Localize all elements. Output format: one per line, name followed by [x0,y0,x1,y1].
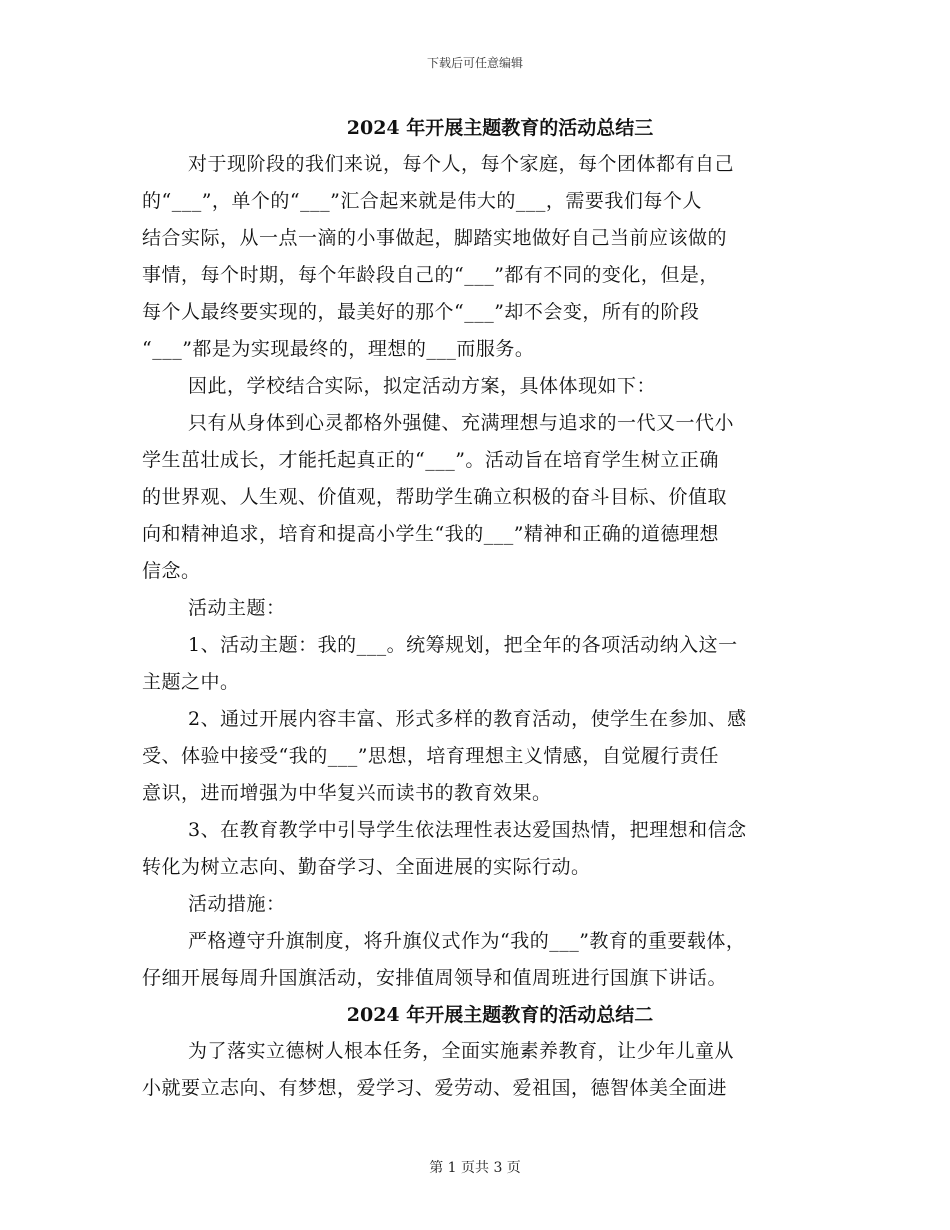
text-line: 的“___”，单个的“___”汇合起来就是伟大的___，需要我们每个人 [142,190,702,212]
text-line: 向和精神追求，培育和提高小学生“我的___”精神和正确的道德理想 [142,523,719,545]
text-line: 事情，每个时期，每个年龄段自己的“___”都有不同的变化，但是， [142,264,719,286]
text-line: 仔细开展每周升国旗活动，安排值周领导和值周班进行国旗下讲话。 [142,967,728,989]
text-line: 信念。 [142,560,201,582]
document-body [142,110,818,1107]
text-line: 转化为树立志向、勤奋学习、全面进展的实际行动。 [142,856,591,878]
header-note: 下载后可任意编辑 [426,56,523,70]
paragraph [142,627,818,701]
text-line: 2、通过开展内容丰富、形式多样的教育活动，使学生在参加、感 [188,708,747,730]
paragraph [142,923,818,997]
paragraph [142,812,818,886]
section-title: 2024 年开展主题教育的活动总结二 [346,1004,654,1026]
text-line: “___”都是为实现最终的，理想的___而服务。 [142,338,535,360]
text-line: 受、体验中接受“我的___”思想，培育理想主义情感，自觉履行责任 [142,745,719,767]
text-line: 小就要立志向、有梦想，爱学习、爱劳动、爱祖国，德智体美全面进 [142,1077,728,1099]
text-line: 1、活动主题：我的___。统筹规划，把全年的各项活动纳入这一 [188,634,738,656]
page-footer: 第 1 页共 3 页 [429,1160,521,1176]
text-line: 3、在教育教学中引导学生依法理性表达爱国热情，把理想和信念 [188,819,747,841]
text-line: 主题之中。 [142,671,240,693]
text-line: 因此，学校结合实际，拟定活动方案，具体体现如下： [188,375,657,397]
paragraph [142,368,818,405]
text-line: 活动措施： [188,893,286,915]
text-line: 每个人最终要实现的，最美好的那个“___”却不会变，所有的阶段 [142,301,700,323]
paragraph [142,146,818,368]
text-line: 结合实际，从一点一滴的小事做起，脚踏实地做好自己当前应该做的 [142,227,728,249]
text-line: 的世界观、人生观、价值观，帮助学生确立积极的奋斗目标、价值取 [142,486,728,508]
text-line: 意识，进而增强为中华复兴而读书的教育效果。 [142,782,552,804]
paragraph [142,701,818,812]
paragraph [142,590,818,627]
text-line: 对于现阶段的我们来说，每个人，每个家庭，每个团体都有自己 [188,153,735,175]
text-line: 严格遵守升旗制度，将升旗仪式作为“我的___”教育的重要载体， [188,930,746,952]
text-line: 学生茁壮成长，才能托起真正的“___”。活动旨在培育学生树立正确 [142,449,719,471]
text-line: 只有从身体到心灵都格外强健、充满理想与追求的一代又一代小 [188,412,735,434]
paragraph [142,886,818,923]
section-title: 2024 年开展主题教育的活动总结三 [346,117,654,139]
paragraph [142,1033,818,1107]
paragraph [142,405,818,590]
text-line: 活动主题： [188,597,286,619]
text-line: 为了落实立德树人根本任务，全面实施素养教育，让少年儿童从 [188,1040,735,1062]
